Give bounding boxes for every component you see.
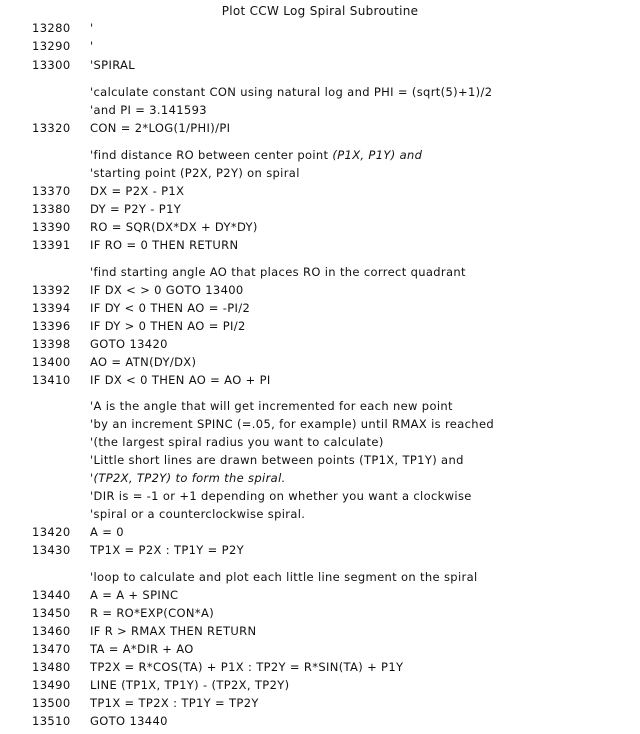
- code-segment: 'find distance RO between center point: [90, 148, 333, 162]
- code-text: [90, 264, 466, 280]
- code-segment: TA = A*DIR + AO: [90, 642, 194, 656]
- code-segment: 'starting point (P2X, P2Y) on spiral: [90, 166, 300, 180]
- line-number: 13500: [32, 696, 71, 710]
- code-text: [90, 488, 472, 504]
- code-segment: IF RO = 0 THEN RETURN: [90, 238, 239, 252]
- code-text: [90, 587, 178, 603]
- code-segment: 'loop to calculate and plot each little line segment on the spiral: [90, 570, 478, 584]
- code-text: [90, 20, 94, 36]
- page-title: Plot CCW Log Spiral Subroutine: [221, 4, 419, 18]
- code-text: [90, 165, 300, 181]
- code-segment: DY = P2Y - P1Y: [90, 202, 182, 216]
- code-text: [90, 183, 184, 199]
- code-segment: 'A is the angle that will get incremented for each new point: [90, 399, 453, 413]
- code-segment: 'spiral or a counterclockwise spiral.: [90, 507, 306, 521]
- code-segment: R = RO*EXP(CON*A): [90, 606, 215, 620]
- line-number: 13430: [32, 543, 71, 557]
- code-text: [90, 219, 258, 235]
- line-number: 13370: [32, 184, 71, 198]
- line-number: 13440: [32, 588, 71, 602]
- code-segment: GOTO 13440: [90, 714, 168, 728]
- code-segment: 'find starting angle AO that places RO in the correct quadrant: [90, 265, 466, 279]
- line-number: 13394: [32, 301, 71, 315]
- line-number: 13480: [32, 660, 71, 674]
- code-text: [90, 623, 256, 639]
- code-text: [90, 102, 207, 118]
- code-text: [90, 506, 305, 522]
- code-segment: GOTO 13420: [90, 337, 168, 351]
- code-text: [90, 659, 403, 675]
- code-text: [90, 641, 194, 657]
- code-segment: '(TP2X, TP2Y) to form the spiral.: [90, 471, 286, 485]
- code-segment: A = A + SPINC: [90, 588, 179, 602]
- code-segment: IF DX < > 0 GOTO 13400: [90, 283, 244, 297]
- code-text: [90, 372, 271, 388]
- line-number: 13490: [32, 678, 71, 692]
- code-segment: IF DY > 0 THEN AO = PI/2: [90, 319, 246, 333]
- code-text: [90, 38, 94, 54]
- line-number: 13410: [32, 373, 71, 387]
- code-segment: TP1X = P2X : TP1Y = P2Y: [90, 543, 244, 557]
- line-number: 13300: [32, 58, 71, 72]
- line-number: 13391: [32, 238, 71, 252]
- line-number: 13460: [32, 624, 71, 638]
- code-segment: '(the largest spiral radius you want to calculate): [90, 435, 384, 449]
- line-number: 13398: [32, 337, 71, 351]
- code-segment: 'calculate constant CON using natural log and PHI = (sqrt(5)+1)/2: [90, 85, 493, 99]
- line-number: 13392: [32, 283, 71, 297]
- code-segment: IF DX < 0 THEN AO = AO + PI: [90, 373, 271, 387]
- code-segment: DX = P2X - P1X: [90, 184, 185, 198]
- code-text: [90, 434, 384, 450]
- code-segment: ': [90, 21, 94, 35]
- code-text: [90, 282, 244, 298]
- code-segment: AO = ATN(DY/DX): [90, 355, 197, 369]
- code-text: [90, 416, 494, 432]
- code-text: [90, 354, 196, 370]
- code-segment: LINE (TP1X, TP1Y) - (TP2X, TP2Y): [90, 678, 290, 692]
- line-number: 13380: [32, 202, 71, 216]
- line-number: 13390: [32, 220, 71, 234]
- code-segment: IF R > RMAX THEN RETURN: [90, 624, 257, 638]
- line-number: 13396: [32, 319, 71, 333]
- code-segment: 'by an increment SPINC (=.05, for example) until RMAX is reached: [90, 417, 495, 431]
- code-segment: ': [90, 39, 94, 53]
- code-text: [90, 147, 422, 163]
- code-segment: 'DIR is = -1 or +1 depending on whether you want a clockwise: [90, 489, 472, 503]
- line-number: 13400: [32, 355, 71, 369]
- code-segment: TP2X = R*COS(TA) + P1X : TP2Y = R*SIN(TA) + P1Y: [90, 660, 404, 674]
- code-text: [90, 336, 168, 352]
- line-number: 13450: [32, 606, 71, 620]
- code-text: [90, 470, 286, 486]
- code-segment: RO = SQR(DX*DX + DY*DY): [90, 220, 258, 234]
- code-text: [90, 713, 168, 729]
- code-text: [90, 201, 181, 217]
- code-text: [90, 695, 259, 711]
- code-text: [90, 237, 238, 253]
- code-text: [90, 524, 124, 540]
- code-segment: (P1X, P1Y) and: [332, 148, 423, 162]
- code-segment: 'SPIRAL: [90, 58, 136, 72]
- code-segment: CON = 2*LOG(1/PHI)/PI: [90, 121, 231, 135]
- code-text: [90, 542, 244, 558]
- line-number: 13320: [32, 121, 71, 135]
- code-segment: A = 0: [90, 525, 124, 539]
- code-segment: IF DY < 0 THEN AO = -PI/2: [90, 301, 251, 315]
- line-number: 13470: [32, 642, 71, 656]
- code-text: [90, 300, 250, 316]
- code-text: [90, 605, 214, 621]
- line-number: 13290: [32, 39, 71, 53]
- code-segment: TP1X = TP2X : TP1Y = TP2Y: [90, 696, 259, 710]
- code-text: [90, 452, 464, 468]
- code-text: [90, 677, 289, 693]
- code-text: [90, 318, 246, 334]
- line-number: 13280: [32, 21, 71, 35]
- line-number: 13420: [32, 525, 71, 539]
- code-text: [90, 84, 492, 100]
- code-segment: 'Little short lines are drawn between points (TP1X, TP1Y) and: [90, 453, 464, 467]
- code-text: [90, 398, 453, 414]
- code-text: [90, 57, 135, 73]
- code-text: [90, 120, 230, 136]
- line-number: 13510: [32, 714, 71, 728]
- code-text: [90, 569, 478, 585]
- code-segment: 'and PI = 3.141593: [90, 103, 207, 117]
